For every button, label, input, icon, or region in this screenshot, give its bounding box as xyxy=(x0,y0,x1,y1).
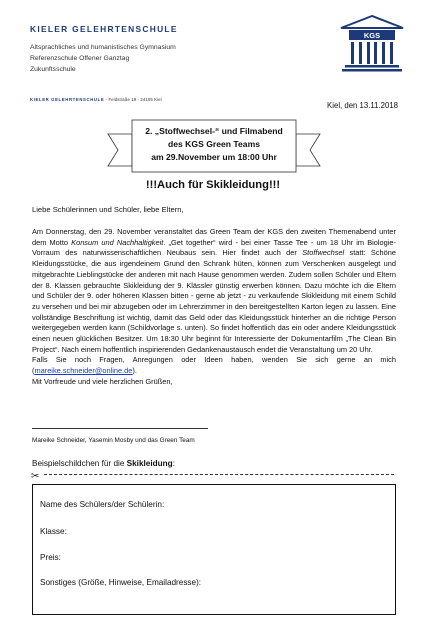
stoffwechsel-text: Stoffwechsel xyxy=(302,248,345,258)
body-text: Falls Sie noch Fragen, Anregungen oder Ideen haben, wenden Sie sich gerne an mich ( xyxy=(32,355,396,376)
body-paragraph-2 xyxy=(32,355,396,376)
motto-text: Konsum und Nachhaltigkeit xyxy=(71,237,164,247)
example-prefix: Beispielschildchen für die xyxy=(32,459,127,468)
letter-date: Kiel, den 13.11.2018 xyxy=(327,101,398,110)
example-label xyxy=(32,459,175,468)
body-text: ). xyxy=(132,366,137,376)
example-bold: Skikleidung xyxy=(126,459,173,468)
body-text: statt: Schöne Kleidungsstücke, die aus irgendeinem Grund den Schrank hüten, können zum Verschenken ausgelegt und mitgebrachte Lieblingstücke der anderen mit nach Hause genommen werden. Zudem sollen Schüler und Eltern der 8. Klassen gebrauchte Skikleidung der 9. Klässler günstig erwerben können. Dazu möchte ich die Eltern und Schüler der 9. oder höheren Klassen bitten - gerne ab jetzt - zu verkaufende Skikleidung mit einem Schild zu versehen und bei mir abzugeben oder im Lehrerzimmer in den bereitgestellten Karton legen zu lassen. Eine vollständige Beschriftung ist wichtig, damit das Geld oder das Kleidungsstück hinterher an die richtige Person weitergegeben werden kann (Schildvorlage s. unten). So findet hoffentlich das ein oder andere Kleidungsstück einen neuen glücklichen Besitzer. Um 18:30 Uhr beginnt für Interessierte der Dokumentarfilm „The Clean Bin Project“. Nach einem hoffentlich inspirierenden Gedankenaustausch endet die Veranstaltung um 20 Uhr. xyxy=(32,248,396,354)
scissors-icon: ✂ xyxy=(31,471,40,482)
sender-address-street: · Feldstraße 19 · 24105 Kiel xyxy=(105,97,162,102)
letter-body xyxy=(32,227,396,388)
subheading: !!!Auch für Skikleidung!!! xyxy=(145,179,281,191)
school-subtitle-2: Referenzschule Offener Ganztag xyxy=(30,55,130,62)
banner-text xyxy=(130,125,298,165)
sender-address xyxy=(30,97,162,102)
body-paragraph-1 xyxy=(32,227,396,355)
greeting: Liebe Schülerinnen und Schüler, liebe Eltern, xyxy=(32,205,184,214)
form-field-klasse: Klasse: xyxy=(40,527,67,536)
school-logo xyxy=(337,14,407,72)
banner-line-1: 2. „Stoffwechsel-“ und Filmabend xyxy=(145,126,283,136)
banner-line-3: am 29.November um 18:00 Uhr xyxy=(151,152,277,163)
school-subtitle-1: Altsprachliches und humanistisches Gymnasium xyxy=(30,44,176,51)
signature-line xyxy=(32,428,208,429)
school-subtitle-3: Zukunftsschule xyxy=(30,66,76,73)
sender-address-name: KIELER GELEHRTENSCHULE xyxy=(30,97,105,102)
body-text: . „Get together“ wird - bei einer Tasse Tee - um 18 Uhr im Biologie-Vorraum des naturwissenschaftlichen Neubaus sein. Hier findet auch der xyxy=(32,237,396,258)
school-name: KIELER GELEHRTENSCHULE xyxy=(30,24,178,34)
cut-line xyxy=(44,474,394,475)
body-paragraph-3: Mit Vorfreude und viele herzlichen Grüßen, xyxy=(32,376,173,386)
email-link[interactable]: mareike.schneider@online.de xyxy=(34,366,133,376)
form-field-preis: Preis: xyxy=(40,553,61,562)
banner-line-2: des KGS Green Teams xyxy=(167,139,261,150)
logo-text: KGS xyxy=(363,31,381,40)
form-field-name: Name des Schülers/der Schülerin: xyxy=(40,500,165,509)
body-text: Am Donnerstag, den 29. November veranstaltet das Green Team der KGS den zweiten Themenabend unter dem Motto xyxy=(32,227,396,247)
example-suffix: : xyxy=(172,459,175,468)
form-field-sonstiges: Sonstiges (Größe, Hinweise, Emailadresse): xyxy=(40,578,202,587)
signature: Mareike Schneider, Yasemin Mosby und das Green Team xyxy=(32,437,195,444)
